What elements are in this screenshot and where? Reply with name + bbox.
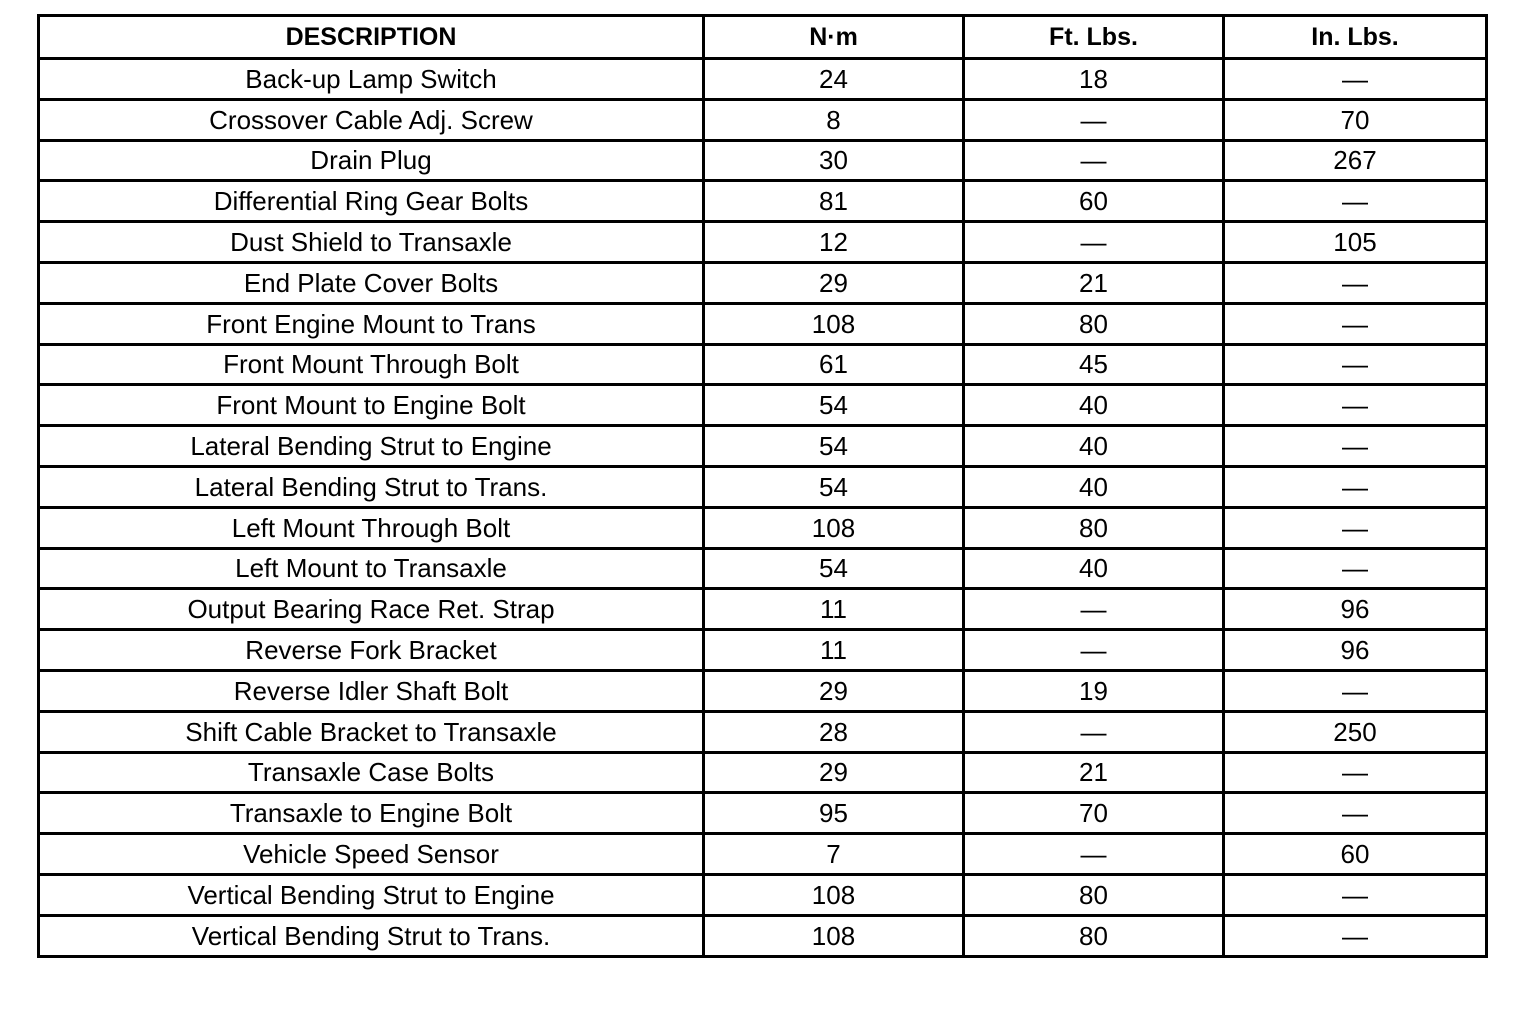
cell-description: Front Mount to Engine Bolt — [39, 385, 704, 426]
cell-newton-meters: 54 — [704, 426, 964, 467]
torque-spec-table — [37, 14, 1488, 958]
table-row — [39, 385, 1487, 426]
cell-inch-pounds: — — [1224, 915, 1487, 956]
cell-newton-meters: 108 — [704, 303, 964, 344]
cell-description: Vertical Bending Strut to Engine — [39, 874, 704, 915]
cell-description: End Plate Cover Bolts — [39, 262, 704, 303]
cell-description: Dust Shield to Transaxle — [39, 222, 704, 263]
cell-description: Vehicle Speed Sensor — [39, 834, 704, 875]
cell-foot-pounds: 60 — [964, 181, 1224, 222]
cell-inch-pounds: 267 — [1224, 140, 1487, 181]
table-row — [39, 670, 1487, 711]
cell-foot-pounds: 80 — [964, 915, 1224, 956]
table-row — [39, 262, 1487, 303]
cell-description: Reverse Idler Shaft Bolt — [39, 670, 704, 711]
table-row — [39, 589, 1487, 630]
table-row — [39, 793, 1487, 834]
cell-inch-pounds: — — [1224, 181, 1487, 222]
cell-newton-meters: 29 — [704, 752, 964, 793]
cell-foot-pounds: 45 — [964, 344, 1224, 385]
cell-foot-pounds: — — [964, 589, 1224, 630]
cell-description: Left Mount Through Bolt — [39, 507, 704, 548]
cell-newton-meters: 12 — [704, 222, 964, 263]
table-row — [39, 874, 1487, 915]
cell-newton-meters: 11 — [704, 630, 964, 671]
cell-description: Differential Ring Gear Bolts — [39, 181, 704, 222]
table-row — [39, 711, 1487, 752]
cell-foot-pounds: 40 — [964, 466, 1224, 507]
table-row — [39, 752, 1487, 793]
cell-description: Drain Plug — [39, 140, 704, 181]
cell-newton-meters: 30 — [704, 140, 964, 181]
cell-foot-pounds: — — [964, 99, 1224, 140]
cell-newton-meters: 7 — [704, 834, 964, 875]
cell-foot-pounds: 70 — [964, 793, 1224, 834]
cell-inch-pounds: — — [1224, 670, 1487, 711]
cell-inch-pounds: — — [1224, 507, 1487, 548]
column-header-description: DESCRIPTION — [39, 16, 704, 59]
cell-newton-meters: 95 — [704, 793, 964, 834]
cell-description: Output Bearing Race Ret. Strap — [39, 589, 704, 630]
table-row — [39, 140, 1487, 181]
table-row — [39, 303, 1487, 344]
table-row — [39, 59, 1487, 100]
table-row — [39, 507, 1487, 548]
table-row — [39, 99, 1487, 140]
column-header-foot-pounds: Ft. Lbs. — [964, 16, 1224, 59]
table-row — [39, 630, 1487, 671]
cell-description: Transaxle to Engine Bolt — [39, 793, 704, 834]
table-row — [39, 222, 1487, 263]
cell-description: Front Engine Mount to Trans — [39, 303, 704, 344]
column-header-newton-meters: N·m — [704, 16, 964, 59]
cell-foot-pounds: — — [964, 222, 1224, 263]
cell-newton-meters: 24 — [704, 59, 964, 100]
cell-inch-pounds: — — [1224, 426, 1487, 467]
cell-foot-pounds: 80 — [964, 303, 1224, 344]
cell-description: Front Mount Through Bolt — [39, 344, 704, 385]
cell-foot-pounds: — — [964, 140, 1224, 181]
cell-description: Back-up Lamp Switch — [39, 59, 704, 100]
cell-newton-meters: 61 — [704, 344, 964, 385]
column-header-inch-pounds: In. Lbs. — [1224, 16, 1487, 59]
cell-description: Lateral Bending Strut to Trans. — [39, 466, 704, 507]
cell-newton-meters: 29 — [704, 670, 964, 711]
cell-description: Left Mount to Transaxle — [39, 548, 704, 589]
cell-newton-meters: 81 — [704, 181, 964, 222]
cell-inch-pounds: — — [1224, 874, 1487, 915]
cell-description: Crossover Cable Adj. Screw — [39, 99, 704, 140]
cell-description: Lateral Bending Strut to Engine — [39, 426, 704, 467]
cell-foot-pounds: 18 — [964, 59, 1224, 100]
table-row — [39, 915, 1487, 956]
cell-newton-meters: 108 — [704, 915, 964, 956]
cell-description: Transaxle Case Bolts — [39, 752, 704, 793]
cell-newton-meters: 8 — [704, 99, 964, 140]
cell-description: Shift Cable Bracket to Transaxle — [39, 711, 704, 752]
cell-description: Reverse Fork Bracket — [39, 630, 704, 671]
cell-foot-pounds: 21 — [964, 752, 1224, 793]
cell-inch-pounds: — — [1224, 59, 1487, 100]
cell-inch-pounds: 60 — [1224, 834, 1487, 875]
table-row — [39, 466, 1487, 507]
cell-foot-pounds: — — [964, 711, 1224, 752]
cell-inch-pounds: 96 — [1224, 630, 1487, 671]
cell-newton-meters: 54 — [704, 466, 964, 507]
cell-foot-pounds: 40 — [964, 426, 1224, 467]
table-row — [39, 548, 1487, 589]
cell-newton-meters: 11 — [704, 589, 964, 630]
cell-newton-meters: 29 — [704, 262, 964, 303]
cell-newton-meters: 108 — [704, 874, 964, 915]
cell-foot-pounds: 40 — [964, 385, 1224, 426]
cell-newton-meters: 54 — [704, 385, 964, 426]
cell-foot-pounds: 19 — [964, 670, 1224, 711]
cell-foot-pounds: — — [964, 630, 1224, 671]
cell-inch-pounds: — — [1224, 466, 1487, 507]
cell-inch-pounds: — — [1224, 793, 1487, 834]
table-row — [39, 426, 1487, 467]
table-row — [39, 181, 1487, 222]
cell-inch-pounds: — — [1224, 385, 1487, 426]
cell-inch-pounds: 250 — [1224, 711, 1487, 752]
cell-inch-pounds: 70 — [1224, 99, 1487, 140]
cell-foot-pounds: 21 — [964, 262, 1224, 303]
cell-inch-pounds: 105 — [1224, 222, 1487, 263]
cell-inch-pounds: 96 — [1224, 589, 1487, 630]
cell-newton-meters: 28 — [704, 711, 964, 752]
cell-newton-meters: 108 — [704, 507, 964, 548]
cell-inch-pounds: — — [1224, 262, 1487, 303]
cell-foot-pounds: 40 — [964, 548, 1224, 589]
cell-foot-pounds: 80 — [964, 874, 1224, 915]
cell-foot-pounds: — — [964, 834, 1224, 875]
cell-inch-pounds: — — [1224, 344, 1487, 385]
cell-inch-pounds: — — [1224, 548, 1487, 589]
header-row — [39, 16, 1487, 59]
table-row — [39, 834, 1487, 875]
table-body — [39, 59, 1487, 957]
cell-inch-pounds: — — [1224, 303, 1487, 344]
cell-description: Vertical Bending Strut to Trans. — [39, 915, 704, 956]
cell-newton-meters: 54 — [704, 548, 964, 589]
table-row — [39, 344, 1487, 385]
cell-foot-pounds: 80 — [964, 507, 1224, 548]
cell-inch-pounds: — — [1224, 752, 1487, 793]
